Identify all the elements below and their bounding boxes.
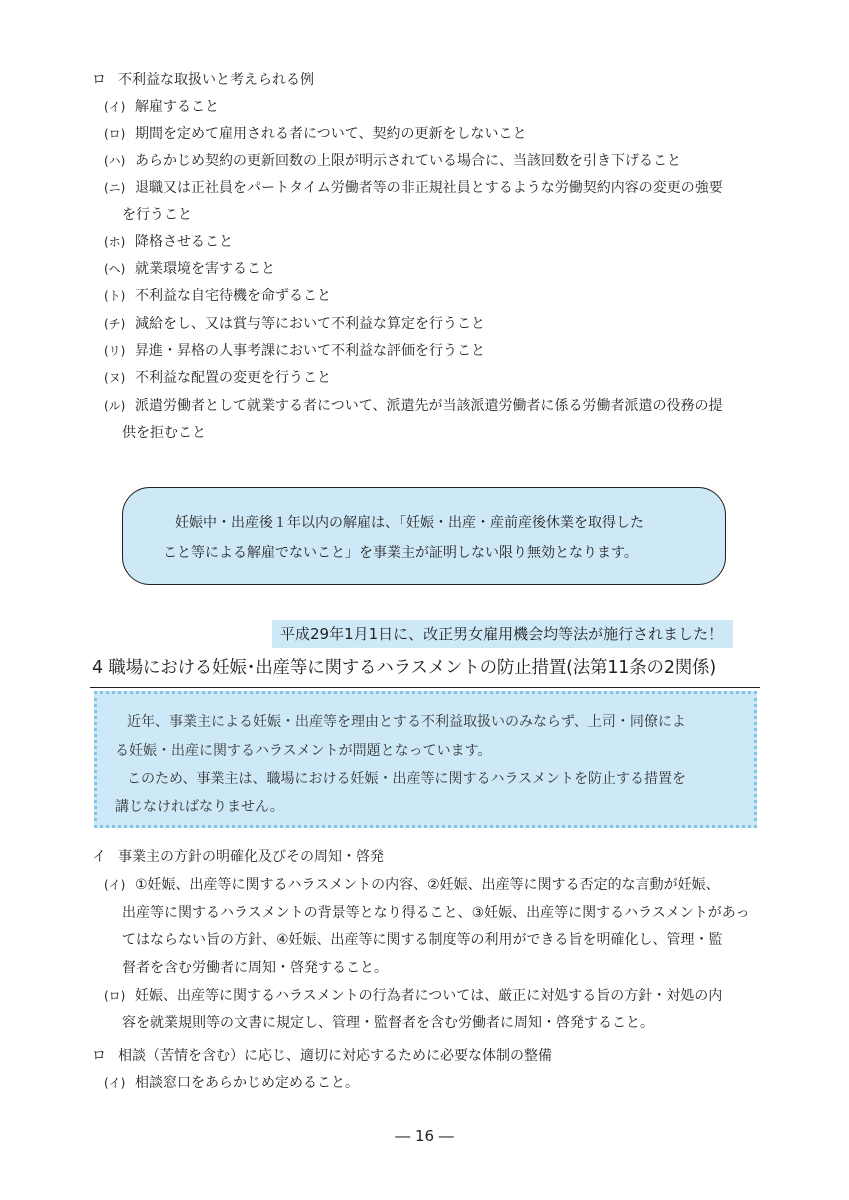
info-line: る妊娠・出産に関するハラスメントが問題となっています。 <box>115 743 492 759</box>
info-line: 近年、事業主による妊娠・出産等を理由とする不利益取扱いのみならず、上司・同僚によ <box>127 714 686 730</box>
item-text: あらかじめ契約の更新回数の上限が明示されている場合に、当該回数を引き下げること <box>135 153 681 169</box>
page-number: ― 16 ― <box>395 1127 454 1145</box>
list-item <box>104 368 331 388</box>
item-marker: (ヘ) <box>104 262 126 276</box>
item-continuation: を行うこと <box>122 207 192 223</box>
item-text: 相談窓口をあらかじめ定めること。 <box>135 1075 359 1091</box>
item-marker: (リ) <box>104 344 126 358</box>
list-item <box>104 396 722 416</box>
item-marker: (ハ) <box>104 154 126 168</box>
list-item <box>104 986 722 1006</box>
section-title: 相談（苦情を含む）に応じ、適切に対応するために必要な体制の整備 <box>118 1048 552 1064</box>
item-text: 解雇すること <box>135 99 219 115</box>
item-text: 妊娠、出産等に関するハラスメントの行為者については、厳正に対処する旨の方針・対処の内 <box>135 988 723 1004</box>
list-item <box>104 286 331 306</box>
section-4-underline <box>90 687 760 688</box>
section-heading-disadvantage <box>92 70 314 90</box>
item-marker: (ル) <box>104 399 126 413</box>
item-text: 派遣労働者として就業する者について、派遣先が当該派遣労働者に係る労働者派遣の役務の提 <box>135 398 723 414</box>
info-line: 講じなければなりません。 <box>115 799 284 815</box>
info-line: このため、事業主は、職場における妊娠・出産等に関するハラスメントを防止する措置を <box>127 771 687 787</box>
list-item <box>104 178 723 198</box>
harassment-info-box <box>94 691 757 828</box>
item-text: 退職又は正社員をパートタイム労働者等の非正規社員とするような労働契約内容の変更の強要 <box>135 180 723 196</box>
list-item <box>104 875 720 895</box>
notice-line-1: 妊娠中・出産後１年以内の解雇は、「妊娠・出産・産前産後休業を取得した <box>175 515 644 531</box>
list-item <box>104 124 526 144</box>
item-marker: (イ) <box>104 878 126 892</box>
section-marker: ロ <box>92 1048 106 1064</box>
section-heading-policy <box>92 847 384 867</box>
item-continuation: 出産等に関するハラスメントの背景等となり得ること、③妊娠、出産等に関するハラスメントがあっ <box>122 905 750 921</box>
item-marker: (ニ) <box>104 181 126 195</box>
item-marker: (ロ) <box>104 989 126 1003</box>
law-enforcement-banner: 平成29年1月1日に、改正男女雇用機会均等法が施行されました！ <box>272 620 733 648</box>
dismissal-notice-box <box>122 487 726 585</box>
section-marker: イ <box>92 849 106 865</box>
item-text: 不利益な自宅待機を命ずること <box>135 288 331 304</box>
item-text: 昇進・昇格の人事考課において不利益な評価を行うこと <box>135 343 485 359</box>
list-item <box>104 232 233 252</box>
item-marker: (イ) <box>104 100 126 114</box>
item-marker: (ト) <box>104 289 126 303</box>
item-marker: (ヌ) <box>104 371 126 385</box>
item-text: 期間を定めて雇用される者について、契約の更新をしないこと <box>135 126 527 142</box>
list-item <box>104 1073 359 1093</box>
list-item <box>104 151 681 171</box>
item-marker: (チ) <box>104 317 126 331</box>
list-item <box>104 314 485 334</box>
item-continuation: 容を就業規則等の文書に規定し、管理・監督者を含む労働者に周知・啓発すること。 <box>122 1015 654 1031</box>
list-item <box>104 259 275 279</box>
section-title: 事業主の方針の明確化及びその周知・啓発 <box>118 849 384 865</box>
item-marker: (ホ) <box>104 235 126 249</box>
list-item <box>104 341 485 361</box>
item-continuation: てはならない旨の方針、④妊娠、出産等に関する制度等の利用ができる旨を明確化し、管理・監 <box>122 932 723 948</box>
item-continuation: 督者を含む労働者に周知・啓発すること。 <box>122 960 388 976</box>
section-marker: ロ <box>92 72 106 88</box>
item-text: 就業環境を害すること <box>135 261 275 277</box>
item-text: 降格させること <box>135 234 233 250</box>
item-continuation: 供を拒むこと <box>122 425 206 441</box>
item-text: 不利益な配置の変更を行うこと <box>135 370 331 386</box>
item-text: 減給をし、又は賞与等において不利益な算定を行うこと <box>135 316 485 332</box>
item-marker: (ロ) <box>104 127 126 141</box>
item-marker: (イ) <box>104 1076 126 1090</box>
section-heading-consultation <box>92 1046 552 1066</box>
notice-line-2: こと等による解雇でないこと」を事業主が証明しない限り無効となります。 <box>163 545 638 561</box>
section-4-title: 4 職場における妊娠･出産等に関するハラスメントの防止措置(法第11条の2関係) <box>92 658 716 678</box>
section-title: 不利益な取扱いと考えられる例 <box>118 72 314 88</box>
list-item <box>104 97 219 117</box>
item-text: ①妊娠、出産等に関するハラスメントの内容、②妊娠、出産等に関する否定的な言動が妊娠、 <box>135 877 720 893</box>
